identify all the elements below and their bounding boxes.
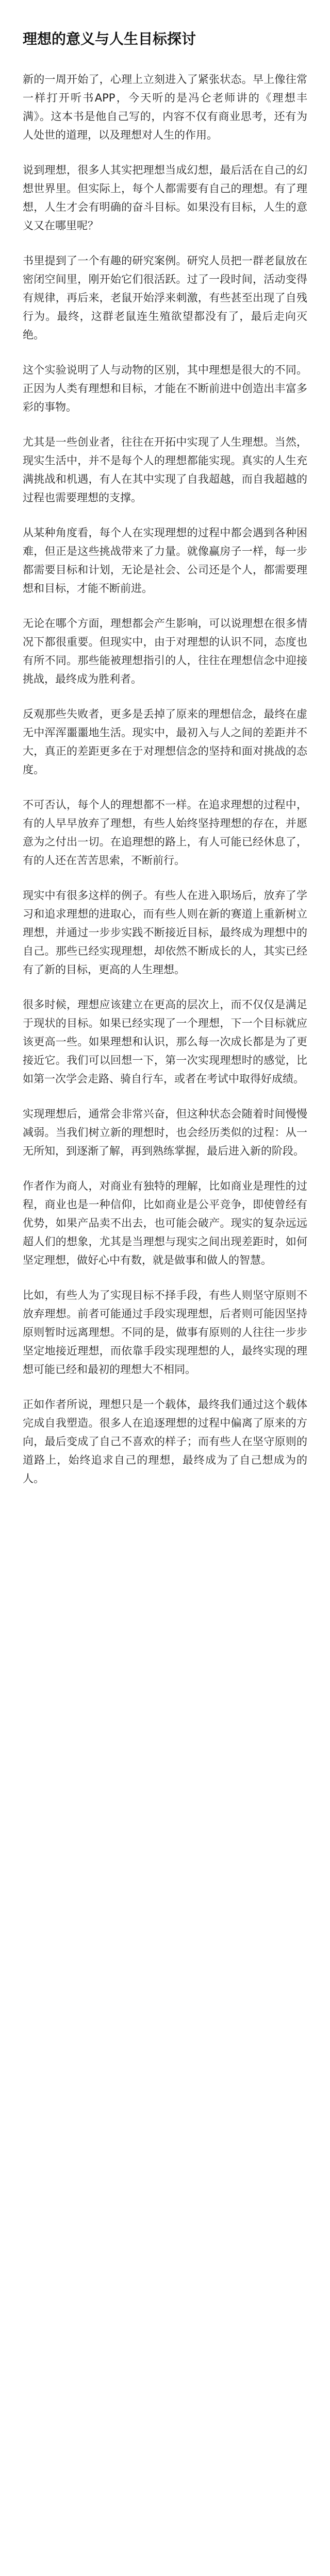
article-paragraph: 比如，有些人为了实现目标不择手段，有些人则坚守原则不放弃理想。前者可能通过手段实现理想，后者则可能因坚持原则暂时远离理想。不同的是，做事有原则的人往往一步步坚定地接近理想，而依靠手段实现理想的人，最终实现的理想可能已经和最初的理想大不相同。 <box>23 1289 307 1376</box>
article-paragraph: 实现理想后，通常会非常兴奋，但这种状态会随着时间慢慢减弱。当我们树立新的理想时，也会经历类似的过程：从一无所知，到逐渐了解，再到熟练掌握，最后进入新的阶段。 <box>23 1108 307 1157</box>
article-paragraph: 这个实验说明了人与动物的区别，其中理想是很大的不同。正因为人类有理想和目标，才能在不断前进中创造出丰富多彩的事物。 <box>23 364 307 413</box>
article-paragraph: 新的一周开始了，心理上立刻进入了紧张状态。早上像往常一样打开听书APP，今天听的是冯仑老师讲的《理想丰满》。这本书是他自己写的，内容不仅有商业思考，还有为人处世的道理，以及理想对人生的作用。 <box>23 73 307 141</box>
article-paragraph: 现实中有很多这样的例子。有些人在进入职场后，放弃了学习和追求理想的进取心，而有些人则在新的赛道上重新树立理想，并通过一步步实践不断接近目标，最终成为理想中的自己。那些已经实现理想，却依然不断成长的人，其实已经有了新的目标，更高的人生理想。 <box>23 889 307 976</box>
article-paragraph: 无论在哪个方面，理想都会产生影响，可以说理想在很多情况下都很重要。但现实中，由于对理想的认识不同，态度也有所不同。那些能被理想指引的人，往往在理想信念中迎接挑战，最终成为胜利者。 <box>23 617 307 685</box>
article-paragraph: 书里提到了一个有趣的研究案例。研究人员把一群老鼠放在密闭空间里，刚开始它们很活跃。过了一段时间，活动变得有规律，再后来，老鼠开始浮来刺激，有些甚至出现了自残行为。最终，这群老鼠连生殖欲望都没有了，最后走向灭绝。 <box>23 255 307 341</box>
article-body <box>23 70 307 1488</box>
article-paragraph: 很多时候，理想应该建立在更高的层次上，而不仅仅是满足于现状的目标。如果已经实现了一个理想，下一个目标就应该更高一些。如果理想和认识，那么每一次成长都是为了更接近它。我们可以回想一下，第一次实现理想时的感觉，比如第一次学会走路、骑自行车，或者在考试中取得好成绩。 <box>23 998 307 1085</box>
article-paragraph: 反观那些失败者，更多是丢掉了原来的理想信念，最终在虚无中浑浑噩噩地生活。现实中，最初入与人之间的差距并不大，真正的差距更多在于对理想信念的坚持和面对挑战的态度。 <box>23 708 307 776</box>
article-paragraph: 说到理想，很多人其实把理想当成幻想，最后活在自己的幻想世界里。但实际上，每个人都需要有自己的理想。有了理想，人生才会有明确的奋斗目标。如果没有目标，人生的意义又在哪里呢？ <box>23 164 307 232</box>
article-paragraph: 作者作为商人，对商业有独特的理解，比如商业是理性的过程，商业也是一种信仰，比如商业是公平竞争，即使曾经有优势，如果产品卖不出去，也可能会破产。现实的复杂远远超人们的想象，尤其是当理想与现实之间出现差距时，如何坚定理想，做好心中有数，就是做事和做人的智慧。 <box>23 1180 307 1266</box>
article-paragraph: 从某种角度看，每个人在实现理想的过程中都会遇到各种困难，但正是这些挑战带来了力量。就像赢房子一样，每一步都需要目标和计划，无论是社会、公司还是个人，都需要理想和目标，才能不断前进。 <box>23 527 307 595</box>
article-paragraph: 不可否认，每个人的理想都不一样。在追求理想的过程中，有的人早早放弃了理想，有些人始终坚持理想的存在，并愿意为之付出一切。在追理想的路上，有人可能已经休息了，有的人还在苦苦思索，不断前行。 <box>23 799 307 867</box>
article-title: 理想的意义与人生目标探讨 <box>23 30 196 47</box>
article-paragraph: 正如作者所说，理想只是一个载体，最终我们通过这个载体完成自我塑造。很多人在追逐理想的过程中偏离了原来的方向，最后变成了自己不喜欢的样子；而有些人在坚守原则的道路上，始终追求自己的理想，最终成为了自己想成为的人。 <box>23 1398 307 1485</box>
article-paragraph: 尤其是一些创业者，往往在开拓中实现了人生理想。当然，现实生活中，并不是每个人的理想都能实现。真实的人生充满挑战和机遇，有人在其中实现了自我超越，而自我超越的过程也需要理想的支撑。 <box>23 436 307 504</box>
